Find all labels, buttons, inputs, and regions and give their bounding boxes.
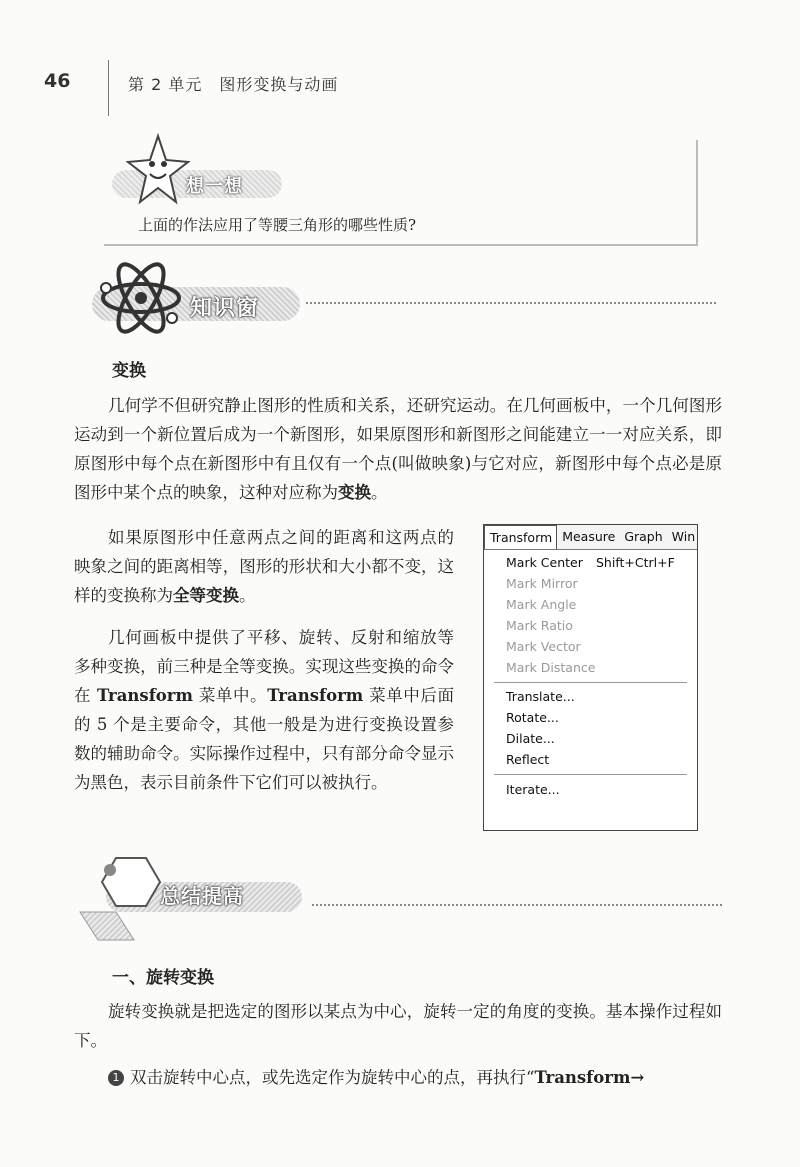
- menu-graph[interactable]: Graph: [624, 529, 663, 544]
- paragraph-rotation: 旋转变换就是把选定的图形以某点为中心，旋转一定的角度的变换。基本操作过程如下。: [74, 1002, 722, 1050]
- menu-separator: [494, 774, 687, 775]
- term-transform-menu-1: Transform: [96, 686, 193, 705]
- think-question: 上面的作法应用了等腰三角形的哪些性质?: [138, 216, 417, 234]
- paragraph-commands: [74, 623, 454, 797]
- term-congruent: 全等变换: [173, 586, 239, 605]
- paragraph-congruent: [74, 523, 454, 610]
- term-transform: 变换: [338, 483, 371, 502]
- knowledge-title: 知识窗: [190, 296, 260, 321]
- menu-item-reflect[interactable]: Reflect: [506, 752, 550, 767]
- header-divider: [108, 60, 109, 116]
- dotted-rule: [306, 302, 716, 304]
- think-title: 想一想: [186, 176, 243, 197]
- step-1-command: Transform→: [534, 1068, 645, 1087]
- atom-icon: [96, 258, 186, 338]
- paragraph-transform: [74, 391, 722, 507]
- menu-item-iterate[interactable]: Iterate...: [506, 782, 560, 797]
- menu-item-label: Mark Center: [506, 555, 583, 570]
- menu-item-mark-center[interactable]: [506, 555, 675, 570]
- menu-bar: [484, 525, 697, 550]
- paragraph-transform-end: 。: [371, 483, 388, 502]
- paragraph-commands-c: 菜单中后面的 5 个是主要命令，其他一般是为进行变换设置参数的辅助命令。实际操作过程中，只有部分命令显示为黑色，表示目前条件下它们可以被执行。: [74, 686, 455, 792]
- star-mascot-icon: [126, 132, 190, 206]
- step-number-icon: 1: [108, 1070, 124, 1086]
- paragraph-congruent-end: 。: [239, 586, 256, 605]
- paragraph-commands-a: 几何画板中提供了平移、旋转、反射和缩放等多种变换，前三种是全等变换。实现这些变换的命令在: [74, 628, 454, 705]
- paragraph-commands-b: 菜单中。: [192, 686, 268, 705]
- summary-title: 总结提高: [160, 884, 244, 908]
- summary-subhead: 一、旋转变换: [112, 968, 214, 988]
- paragraph-transform-text: 几何学不但研究静止图形的性质和关系，还研究运动。在几何画板中，一个几何图形运动到一个新位置后成为一个新图形，如果原图形和新图形之间能建立一一对应关系，即原图形中每个点在新图形中有且仅有一个点(叫做映象)与它对应，新图形中每个点必是原图形中某个点的映象，这种对应称为: [74, 396, 722, 502]
- transform-menu: [483, 524, 698, 831]
- menu-transform[interactable]: Transform: [484, 525, 557, 549]
- menu-item-rotate[interactable]: Rotate...: [506, 710, 559, 725]
- step-1-text: 双击旋转中心点，或先选定作为旋转中心的点，再执行“: [130, 1068, 535, 1087]
- menu-item-shortcut: Shift+Ctrl+F: [596, 555, 675, 570]
- page-number: 46: [44, 70, 71, 92]
- menu-item-mark-vector: Mark Vector: [506, 639, 581, 654]
- menu-item-mark-angle: Mark Angle: [506, 597, 577, 612]
- menu-separator: [494, 682, 687, 683]
- menu-item-mark-ratio: Mark Ratio: [506, 618, 573, 633]
- knowledge-subhead: 变换: [112, 361, 146, 381]
- menu-window[interactable]: Win: [671, 529, 696, 544]
- menu-measure[interactable]: Measure: [562, 529, 616, 544]
- term-transform-menu-2: Transform: [267, 686, 364, 705]
- menu-item-translate[interactable]: Translate...: [506, 689, 575, 704]
- unit-title: 第 2 单元 图形变换与动画: [128, 75, 339, 94]
- step-1: [108, 1063, 728, 1092]
- dotted-rule: [312, 904, 722, 906]
- paragraph-congruent-text: 如果原图形中任意两点之间的距离和这两点的映象之间的距离相等，图形的形状和大小都不变，这样的变换称为: [74, 528, 454, 605]
- menu-item-mark-mirror: Mark Mirror: [506, 576, 578, 591]
- menu-item-mark-distance: Mark Distance: [506, 660, 596, 675]
- menu-item-dilate[interactable]: Dilate...: [506, 731, 555, 746]
